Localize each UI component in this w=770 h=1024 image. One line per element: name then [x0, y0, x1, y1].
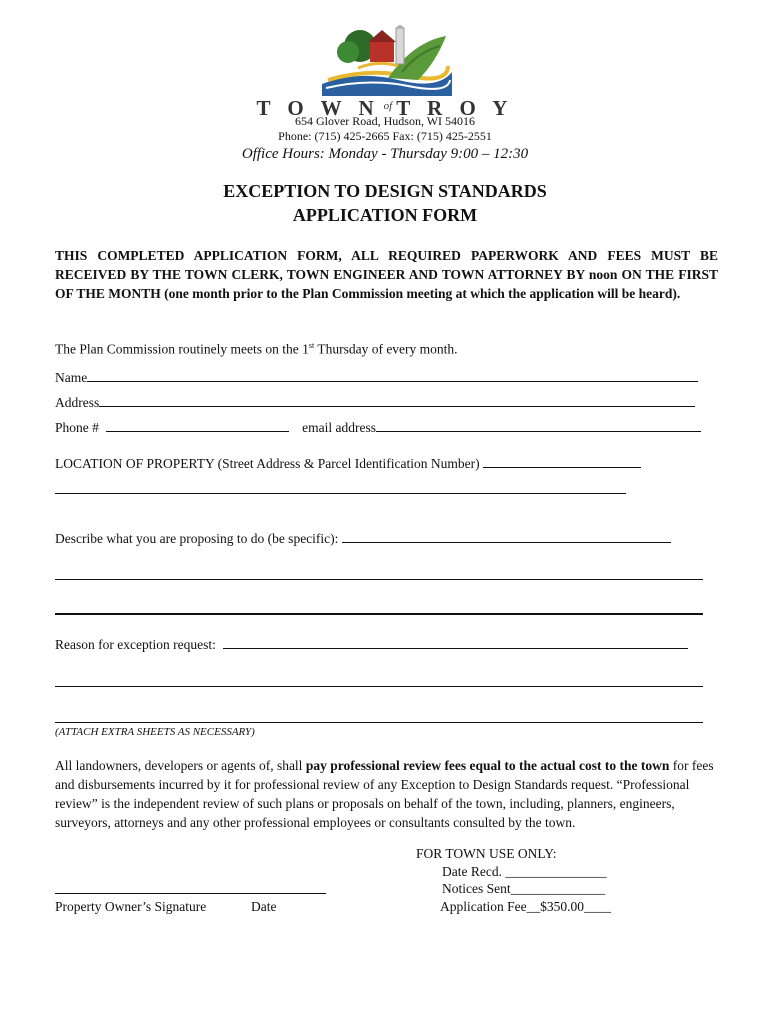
fees-text-1: All landowners, developers or agents of, shall [55, 758, 306, 773]
date-received: Date Recd. _______________ [442, 864, 607, 879]
town-prefix: T O W N [256, 96, 380, 120]
notices-sent: Notices Sent______________ [442, 881, 606, 896]
submission-notice: THIS COMPLETED APPLICATION FORM, ALL REQUIRED PAPERWORK AND FEES MUST BE RECEIVED BY THE TOWN CLERK, TOWN ENGINEER AND TOWN ATTORNEY BY noon ON THE FIRST OF THE MONTH (one month prior to the Plan Commission meeting at which the application will be heard). [55, 248, 718, 301]
application-fee: Application Fee__$350.00____ [440, 899, 611, 914]
describe-field-line-3[interactable] [55, 613, 703, 615]
meeting-sup: st [308, 341, 315, 350]
email-field[interactable] [376, 419, 701, 432]
owner-signature-label: Property Owner’s Signature [55, 899, 207, 914]
fees-text-2: for fees and disbursements incurred by it for professional review of any Exception to Design Standards request. “Professional review” is the independent review of such plans or proposals on behalf of the town, including, planners, engineers, surveyors, attorneys and any other professional employees or consultants consulted by the town. [55, 758, 714, 830]
location-field[interactable] [483, 455, 641, 468]
describe-label: Describe what you are proposing to do (be specific): [55, 531, 339, 546]
name-field[interactable] [87, 369, 698, 382]
fees-text-bold: pay professional review fees equal to the actual cost to the town [305, 758, 670, 773]
describe-field[interactable] [342, 530, 671, 543]
name-row [55, 369, 698, 386]
review-fees-paragraph [55, 756, 718, 832]
town-logo [318, 22, 454, 104]
town-phone: Phone: (715) 425-2665 Fax: (715) 425-2551 [278, 129, 492, 143]
phone-row [55, 419, 701, 436]
attach-note: (ATTACH EXTRA SHEETS AS NECESSARY) [55, 726, 255, 738]
form-title [0, 179, 770, 227]
phone-label: Phone # [55, 420, 99, 435]
title-line-2: APPLICATION FORM [292, 205, 478, 225]
office-hours: Office Hours: Monday - Thursday 9:00 – 12:30 [241, 146, 529, 162]
meeting-schedule [55, 336, 718, 359]
reason-field[interactable] [223, 636, 688, 649]
phone-field[interactable] [106, 419, 289, 432]
location-row [55, 455, 641, 472]
describe-field-line-2[interactable] [55, 579, 703, 580]
reason-field-line-3[interactable] [55, 722, 703, 723]
title-line-1: EXCEPTION TO DESIGN STANDARDS [223, 181, 547, 201]
reason-label: Reason for exception request: [55, 637, 216, 652]
meeting-text-after: Thursday of every month. [314, 341, 458, 357]
describe-row [55, 530, 671, 547]
address-label: Address [55, 395, 100, 410]
location-label: LOCATION OF PROPERTY (Street Address & Parcel Identification Number) [55, 456, 480, 471]
signature-line[interactable] [55, 893, 326, 894]
name-label: Name [55, 370, 88, 385]
address-field[interactable] [99, 394, 695, 407]
meeting-text-before: The Plan Commission routinely meets on the 1 [55, 341, 309, 357]
reason-row [55, 636, 688, 653]
town-address: 654 Glover Road, Hudson, WI 54016 [294, 114, 476, 128]
email-label: email address [302, 420, 376, 435]
town-use-heading: FOR TOWN USE ONLY: [416, 846, 557, 861]
town-suffix: T R O Y [396, 96, 514, 120]
signature-date-label: Date [251, 899, 277, 914]
address-row [55, 394, 695, 411]
location-field-line-2[interactable] [55, 493, 626, 494]
reason-field-line-2[interactable] [55, 686, 703, 687]
town-of: of [383, 100, 393, 112]
